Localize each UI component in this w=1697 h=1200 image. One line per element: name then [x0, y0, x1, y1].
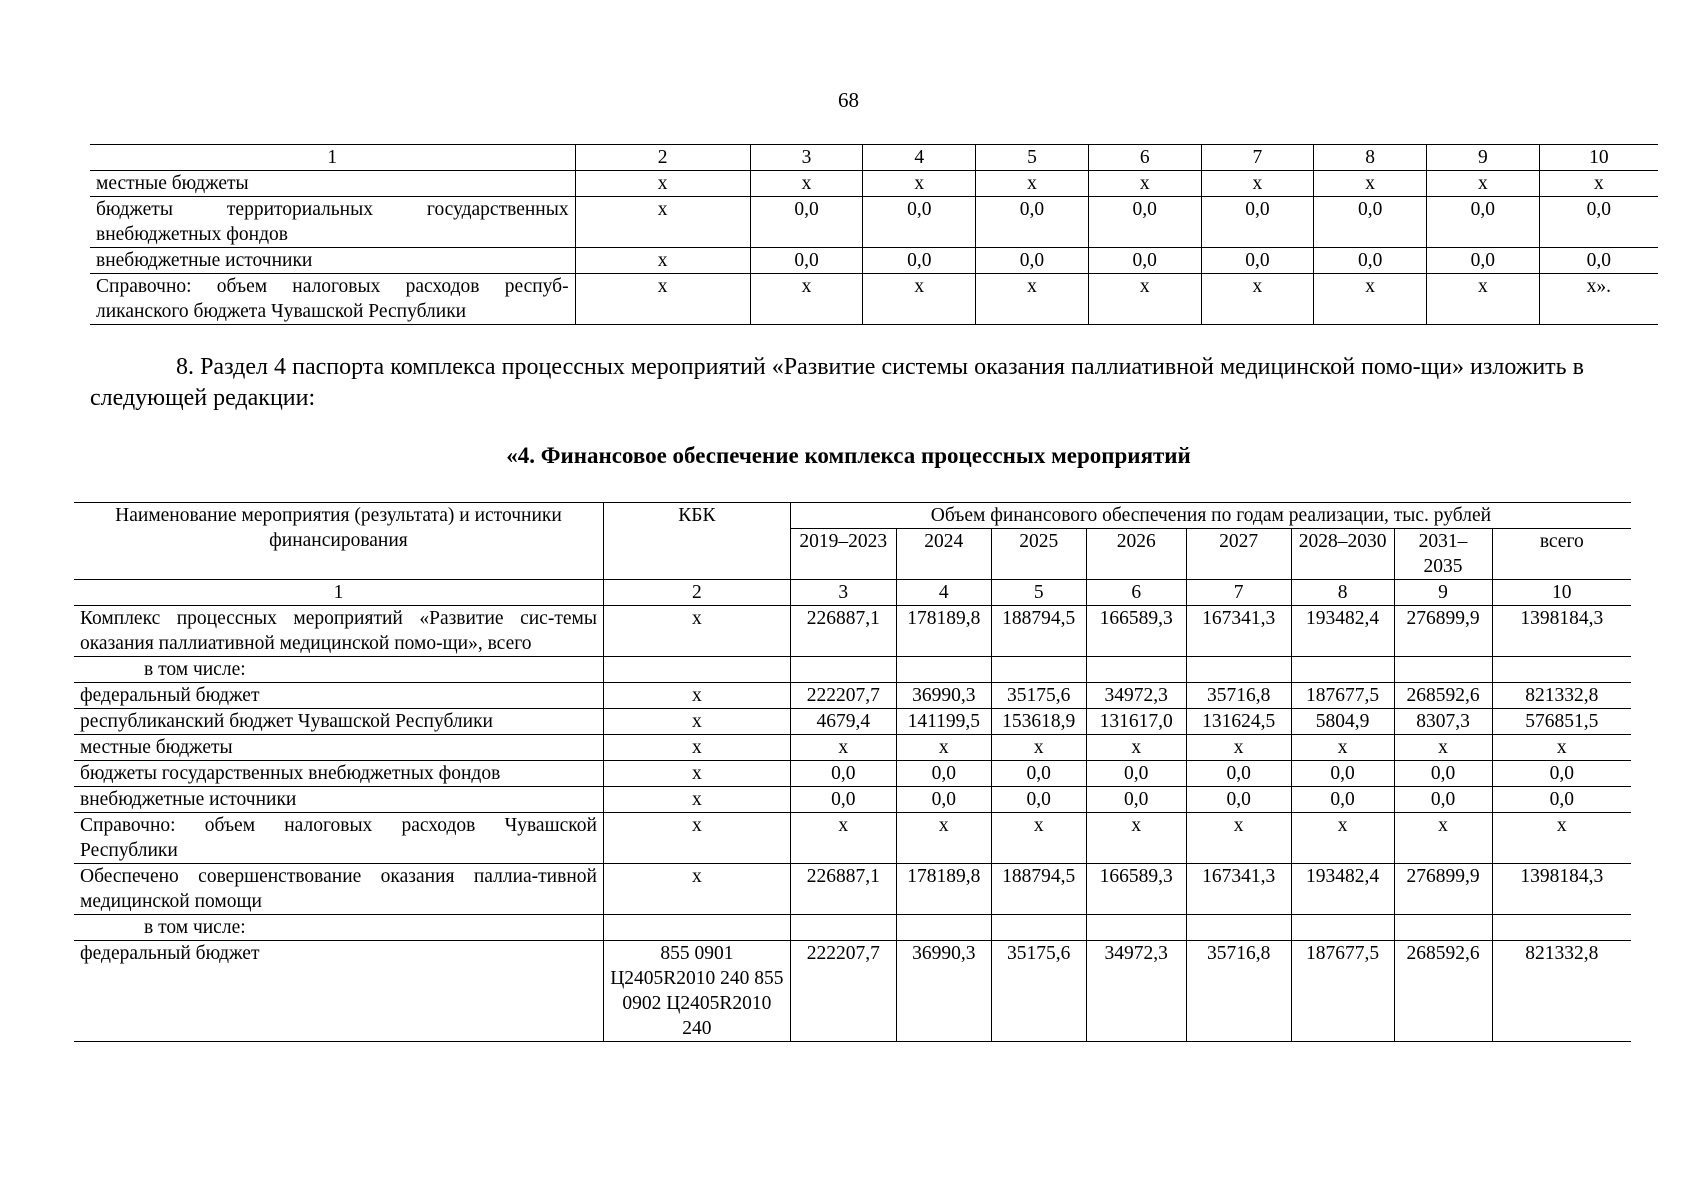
table-cell: 0,0	[1492, 787, 1631, 813]
table-row	[90, 274, 1658, 325]
table-cell: 0,0	[1492, 761, 1631, 787]
header-year: 2027	[1186, 529, 1291, 580]
table-cell: 222207,7	[790, 683, 896, 709]
table-cell: 187677,5	[1291, 683, 1394, 709]
table-cell: x	[1492, 735, 1631, 761]
table-cell	[1086, 657, 1186, 683]
table-cell: x	[991, 813, 1086, 864]
kbk-cell: x	[603, 761, 790, 787]
table-cell: 178189,8	[896, 864, 991, 915]
row-label: республиканский бюджет Чувашской Республики	[74, 709, 603, 735]
table-cell: x	[1427, 171, 1540, 197]
table-cell: 166589,3	[1086, 864, 1186, 915]
table-cell: 821332,8	[1492, 683, 1631, 709]
table-cell: x	[1086, 735, 1186, 761]
row-label: в том числе:	[74, 657, 603, 683]
kbk-cell: x	[603, 735, 790, 761]
table-cell: 0,0	[790, 787, 896, 813]
table-cell: 0,0	[1201, 197, 1314, 248]
table-cell: 0,0	[1086, 787, 1186, 813]
table-cell: x	[1291, 813, 1394, 864]
table-row	[90, 248, 1658, 274]
kbk-cell: x	[603, 864, 790, 915]
table-cell: 36990,3	[896, 941, 991, 1042]
table-cell: x	[863, 171, 976, 197]
table-cell: 0,0	[991, 761, 1086, 787]
header-volume: Объем финансового обеспечения по годам реализации, тыс. рублей	[790, 503, 1631, 529]
table-cell: 188794,5	[991, 864, 1086, 915]
table-cell: x	[1427, 274, 1540, 325]
table-cell: x	[1314, 171, 1427, 197]
table-cell: 35716,8	[1186, 941, 1291, 1042]
table-cell: 0,0	[1088, 197, 1201, 248]
table-cell: 167341,3	[1186, 606, 1291, 657]
table-cell: x	[1186, 735, 1291, 761]
table-cell: x	[1394, 735, 1492, 761]
column-number: 9	[1394, 580, 1492, 606]
row-label: местные бюджеты	[90, 171, 575, 197]
table-cell: 0,0	[976, 248, 1089, 274]
table-cell: 0,0	[896, 787, 991, 813]
table-cell: x	[575, 274, 750, 325]
row-label: в том числе:	[74, 915, 603, 941]
table-cell: 0,0	[1539, 248, 1658, 274]
table-cell	[896, 657, 991, 683]
table-cell: x	[1088, 274, 1201, 325]
column-number: 10	[1492, 580, 1631, 606]
table-cell: 166589,3	[1086, 606, 1186, 657]
column-number: 6	[1088, 145, 1201, 171]
table-cell: 153618,9	[991, 709, 1086, 735]
table-cell: x	[1539, 171, 1658, 197]
row-label: Обеспечено совершенствование оказания паллиа-тивной медицинской помощи	[74, 864, 603, 915]
table-cell: 8307,3	[1394, 709, 1492, 735]
table-cell	[991, 657, 1086, 683]
row-label: внебюджетные источники	[74, 787, 603, 813]
table-cell	[1086, 915, 1186, 941]
table-cell: 222207,7	[790, 941, 896, 1042]
table-cell: 0,0	[750, 197, 863, 248]
header-year: 2031–2035	[1394, 529, 1492, 580]
table-cell	[1186, 657, 1291, 683]
table-cell: x	[896, 735, 991, 761]
table-cell: x	[750, 171, 863, 197]
table-cell: 0,0	[976, 197, 1089, 248]
table-row	[74, 606, 1631, 657]
table-cell: 0,0	[1314, 248, 1427, 274]
table-cell	[1186, 915, 1291, 941]
column-number: 3	[750, 145, 863, 171]
table-cell: x	[976, 171, 1089, 197]
table-cell: 131624,5	[1186, 709, 1291, 735]
row-label: федеральный бюджет	[74, 683, 603, 709]
column-number: 10	[1539, 145, 1658, 171]
table-cell: 268592,6	[1394, 941, 1492, 1042]
table-row	[74, 813, 1631, 864]
table-cell	[1492, 915, 1631, 941]
table-cell: 193482,4	[1291, 864, 1394, 915]
table-cell: x	[1291, 735, 1394, 761]
kbk-cell: x	[603, 813, 790, 864]
column-number: 8	[1291, 580, 1394, 606]
table-cell: 0,0	[1186, 787, 1291, 813]
column-number: 9	[1427, 145, 1540, 171]
column-number: 6	[1086, 580, 1186, 606]
table-cell: 4679,4	[790, 709, 896, 735]
table-cell: 0,0	[1291, 761, 1394, 787]
table-cell: 36990,3	[896, 683, 991, 709]
table-cell: x	[976, 274, 1089, 325]
kbk-cell: x	[603, 787, 790, 813]
table-cell: 34972,3	[1086, 941, 1186, 1042]
table-cell: 0,0	[1394, 787, 1492, 813]
table-cell: x	[863, 274, 976, 325]
table-cell: 0,0	[1086, 761, 1186, 787]
table-row	[90, 171, 1658, 197]
table-row	[74, 657, 1631, 683]
table-cell: x	[1088, 171, 1201, 197]
table-cell: 0,0	[991, 787, 1086, 813]
financing-table	[74, 502, 1631, 1042]
table-cell: 0,0	[1088, 248, 1201, 274]
kbk-cell	[603, 915, 790, 941]
table-row	[74, 864, 1631, 915]
table-row	[74, 761, 1631, 787]
table-cell: x».	[1539, 274, 1658, 325]
table-cell: 821332,8	[1492, 941, 1631, 1042]
table-cell: x	[1394, 813, 1492, 864]
table-cell: 131617,0	[1086, 709, 1186, 735]
column-number: 3	[790, 580, 896, 606]
table-cell: 34972,3	[1086, 683, 1186, 709]
table-cell	[790, 915, 896, 941]
table-cell: 0,0	[1291, 787, 1394, 813]
table-cell: x	[575, 171, 750, 197]
table-cell: 276899,9	[1394, 606, 1492, 657]
row-label: внебюджетные источники	[90, 248, 575, 274]
table-cell: 0,0	[1314, 197, 1427, 248]
column-number: 5	[991, 580, 1086, 606]
header-total: всего	[1492, 529, 1631, 580]
table-cell: x	[896, 813, 991, 864]
table-cell: 0,0	[790, 761, 896, 787]
header-year: 2028–2030	[1291, 529, 1394, 580]
table-row	[74, 787, 1631, 813]
table-cell: 268592,6	[1394, 683, 1492, 709]
kbk-cell	[603, 657, 790, 683]
table-cell	[991, 915, 1086, 941]
table-cell: 0,0	[863, 197, 976, 248]
row-label: Справочно: объем налоговых расходов респуб-ликанского бюджета Чувашской Республики	[90, 274, 575, 325]
table-cell	[896, 915, 991, 941]
table-cell: 167341,3	[1186, 864, 1291, 915]
column-number: 4	[863, 145, 976, 171]
table-cell: 0,0	[1394, 761, 1492, 787]
table-cell: x	[575, 248, 750, 274]
table-cell: 0,0	[896, 761, 991, 787]
row-label: бюджеты территориальных государственных внебюджетных фондов	[90, 197, 575, 248]
header-year: 2024	[896, 529, 991, 580]
header-year: 2026	[1086, 529, 1186, 580]
table-cell: 187677,5	[1291, 941, 1394, 1042]
table-cell: 0,0	[1427, 248, 1540, 274]
column-number: 2	[575, 145, 750, 171]
row-label: местные бюджеты	[74, 735, 603, 761]
table-cell: x	[1201, 274, 1314, 325]
table-cell: x	[1314, 274, 1427, 325]
table-row	[74, 735, 1631, 761]
table-cell	[1291, 657, 1394, 683]
table-row	[74, 709, 1631, 735]
table-cell: 226887,1	[790, 864, 896, 915]
header-name: Наименование мероприятия (результата) и источники финансирования	[74, 503, 603, 580]
kbk-cell: x	[603, 709, 790, 735]
column-number: 7	[1186, 580, 1291, 606]
row-label: Справочно: объем налоговых расходов Чувашской Республики	[74, 813, 603, 864]
table-cell: 276899,9	[1394, 864, 1492, 915]
table-cell: 5804,9	[1291, 709, 1394, 735]
kbk-cell: x	[603, 683, 790, 709]
table-cell: x	[750, 274, 863, 325]
table-cell: 178189,8	[896, 606, 991, 657]
table-cell: 0,0	[1427, 197, 1540, 248]
column-number: 1	[90, 145, 575, 171]
header-kbk: КБК	[603, 503, 790, 580]
table-cell	[1394, 915, 1492, 941]
table-row	[74, 941, 1631, 1042]
table-row	[74, 683, 1631, 709]
column-number: 5	[976, 145, 1089, 171]
table-cell: x	[790, 813, 896, 864]
table-cell: x	[790, 735, 896, 761]
table-cell: x	[575, 197, 750, 248]
table-cell: 193482,4	[1291, 606, 1394, 657]
table-cell	[1394, 657, 1492, 683]
column-number: 8	[1314, 145, 1427, 171]
table-cell: x	[1201, 171, 1314, 197]
table-cell	[790, 657, 896, 683]
column-number: 2	[603, 580, 790, 606]
table-row	[90, 197, 1658, 248]
header-year: 2025	[991, 529, 1086, 580]
page-number: 68	[838, 88, 859, 112]
table-cell: 576851,5	[1492, 709, 1631, 735]
table-cell: 226887,1	[790, 606, 896, 657]
table-cell: 0,0	[863, 248, 976, 274]
table-cell: 0,0	[1201, 248, 1314, 274]
column-number: 7	[1201, 145, 1314, 171]
table-cell: 141199,5	[896, 709, 991, 735]
header-year: 2019–2023	[790, 529, 896, 580]
row-label: Комплекс процессных мероприятий «Развитие сис-темы оказания паллиативной медицинской помо-щи», всего	[74, 606, 603, 657]
table-cell: x	[1186, 813, 1291, 864]
table-cell	[1291, 915, 1394, 941]
table-cell: 1398184,3	[1492, 864, 1631, 915]
table-header-row	[90, 145, 1658, 171]
table-cell: 188794,5	[991, 606, 1086, 657]
table-cell: 35175,6	[991, 683, 1086, 709]
body-paragraph: 8. Раздел 4 паспорта комплекса процессных мероприятий «Развитие системы оказания паллиативной медицинской помо-щи» изложить в следующей редакции:	[90, 354, 1584, 411]
table-header-row	[74, 503, 1631, 529]
row-label: федеральный бюджет	[74, 941, 603, 1042]
column-number: 1	[74, 580, 603, 606]
table-cell: 35175,6	[991, 941, 1086, 1042]
table-cell: 0,0	[750, 248, 863, 274]
table-numbers-row	[74, 580, 1631, 606]
table-cell: 0,0	[1539, 197, 1658, 248]
continuation-table	[90, 144, 1658, 325]
table-cell: 1398184,3	[1492, 606, 1631, 657]
table-cell: 35716,8	[1186, 683, 1291, 709]
row-label: бюджеты государственных внебюджетных фондов	[74, 761, 603, 787]
table-body	[74, 606, 1631, 1042]
table-cell: x	[1086, 813, 1186, 864]
section-heading: «4. Финансовое обеспечение комплекса процессных мероприятий	[506, 443, 1191, 468]
table-cell	[1492, 657, 1631, 683]
kbk-cell: x	[603, 606, 790, 657]
kbk-cell: 855 0901 Ц2405R2010 240 855 0902 Ц2405R2010 240	[603, 941, 790, 1042]
column-number: 4	[896, 580, 991, 606]
table-cell: 0,0	[1186, 761, 1291, 787]
table-cell: x	[1492, 813, 1631, 864]
table-row	[74, 915, 1631, 941]
table-cell: x	[991, 735, 1086, 761]
